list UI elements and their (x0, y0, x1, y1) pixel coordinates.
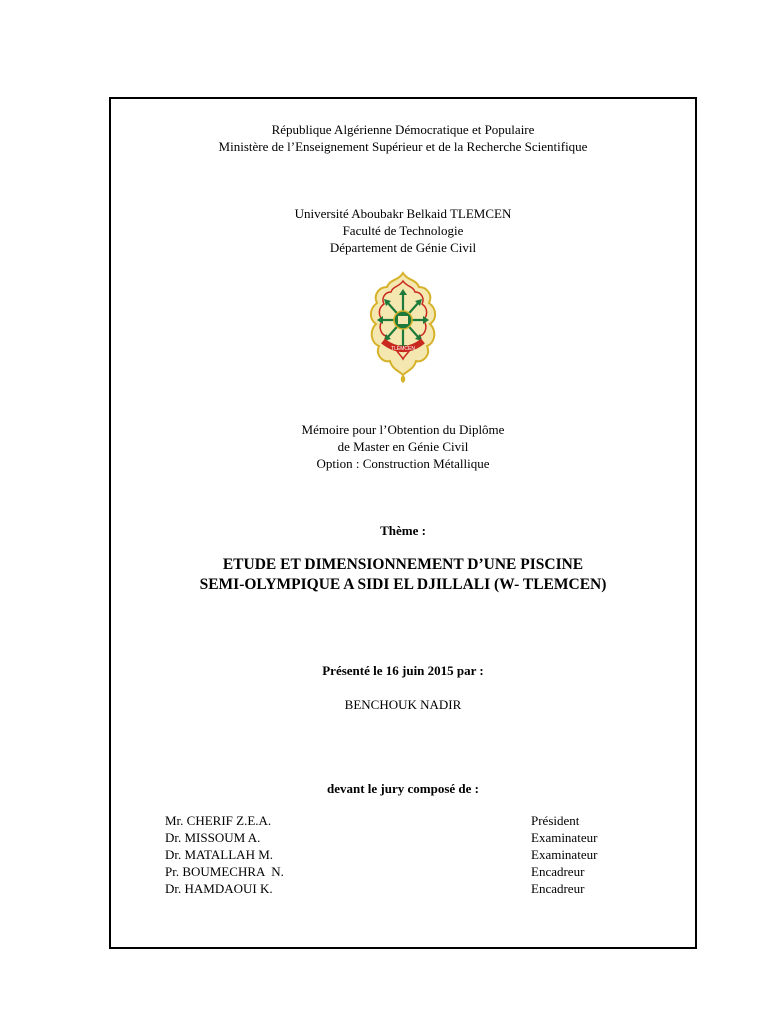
jury-member-name: Dr. HAMDAOUI K. (165, 881, 273, 896)
author-name: BENCHOUK NADIR (344, 697, 462, 712)
memoire-line1: Mémoire pour l’Obtention du Diplôme (301, 422, 505, 437)
jury-member (165, 846, 635, 863)
university-seal-icon (367, 271, 439, 385)
theme-title-line2: SEMI-OLYMPIQUE A SIDI EL DJILLALI (W- TLEMCEN) (199, 576, 607, 593)
header-ministry: Ministère de l’Enseignement Supérieur et de la Recherche Scientifique (218, 139, 588, 154)
theme-title-line1: ETUDE ET DIMENSIONNEMENT D’UNE PISCINE (222, 556, 584, 573)
jury-member (165, 863, 635, 880)
jury-member-name: Dr. MISSOUM A. (165, 830, 261, 845)
page-frame (109, 97, 697, 949)
memoire-option: Option : Construction Métallique (316, 456, 490, 471)
department-name: Département de Génie Civil (329, 240, 477, 255)
presented-label: Présenté le 16 juin 2015 par : (322, 663, 484, 678)
header-republic: République Algérienne Démocratique et Populaire (271, 122, 535, 137)
jury-member-role: Encadreur (531, 881, 585, 896)
faculty-name: Faculté de Technologie (342, 223, 464, 238)
jury-member-role: Président (531, 813, 580, 828)
svg-text:TLEMCEN: TLEMCEN (391, 346, 415, 352)
jury-member-role: Examinateur (531, 830, 598, 845)
university-name: Université Aboubakr Belkaid TLEMCEN (294, 206, 512, 221)
jury-member-role: Examinateur (531, 847, 598, 862)
jury-member (165, 880, 635, 897)
memoire-line2: de Master en Génie Civil (337, 439, 469, 454)
jury-member-role: Encadreur (531, 864, 585, 879)
jury-member-name: Mr. CHERIF Z.E.A. (165, 813, 272, 828)
jury-label: devant le jury composé de : (326, 781, 479, 796)
jury-member (165, 829, 635, 846)
jury-member-name: Dr. MATALLAH M. (165, 847, 274, 862)
theme-label: Thème : (380, 523, 426, 538)
jury-member-name: Pr. BOUMECHRA N. (165, 864, 284, 879)
jury-member (165, 812, 635, 829)
